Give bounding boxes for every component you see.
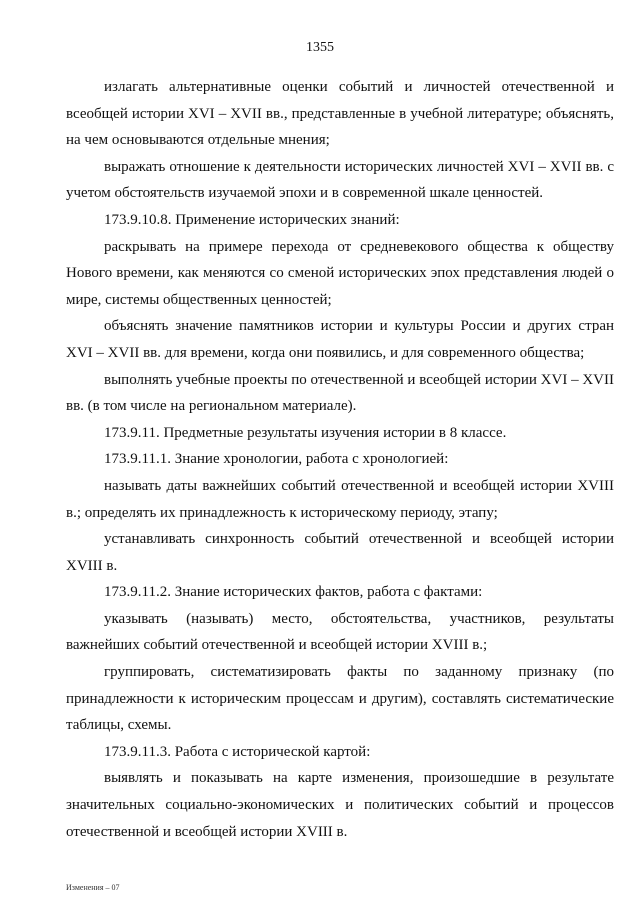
paragraph: излагать альтернативные оценки событий и личностей отечественной и всеобщей истории XVI – XVII вв., представленные в учебной литературе; объяснять, на чем основываются отдельные мнения;	[66, 79, 614, 149]
paragraph: выражать отношение к деятельности исторических личностей XVI – XVII вв. с учетом обстоятельств изучаемой эпохи и в современной шкале ценностей.	[66, 158, 614, 202]
paragraph: выполнять учебные проекты по отечественной и всеобщей истории XVI – XVII вв. (в том числе на региональном материале).	[66, 371, 614, 415]
paragraph: группировать, систематизировать факты по заданному признаку (по принадлежности к историческим процессам и другим), составлять систематические таблицы, схемы.	[66, 664, 614, 734]
paragraph: называть даты важнейших событий отечественной и всеобщей истории XVIII в.; определять их принадлежность к историческому периоду, этапу;	[66, 477, 614, 521]
paragraph: раскрывать на примере перехода от средневекового общества к обществу Нового времени, как меняются со сменой исторических эпох представления людей о мире, системы общественных ценностей;	[66, 238, 614, 308]
section-heading: 173.9.11. Предметные результаты изучения истории в 8 классе.	[104, 424, 507, 441]
page-number: 1355	[306, 40, 334, 55]
paragraph: устанавливать синхронность событий отечественной и всеобщей истории XVIII в.	[66, 531, 614, 574]
paragraph: указывать (называть) место, обстоятельства, участников, результаты важнейших событий отечественной и всеобщей истории XVIII в.;	[66, 610, 614, 654]
paragraph: выявлять и показывать на карте изменения, произошедшие в результате значительных социально-экономических и политических событий и процессов отечественной и всеобщей истории XVIII в.	[66, 770, 614, 840]
document-body	[66, 74, 614, 845]
paragraph: объяснять значение памятников истории и культуры России и других стран XVI – XVII вв. для времени, когда они появились, и для современного общества;	[66, 318, 614, 361]
footer-note: Изменения – 07	[66, 883, 120, 892]
section-heading: 173.9.11.3. Работа с исторической картой:	[104, 743, 371, 760]
section-heading: 173.9.10.8. Применение исторических знаний:	[104, 211, 400, 228]
section-heading: 173.9.11.2. Знание исторических фактов, работа с фактами:	[104, 584, 483, 601]
section-heading: 173.9.11.1. Знание хронологии, работа с хронологией:	[104, 451, 449, 468]
